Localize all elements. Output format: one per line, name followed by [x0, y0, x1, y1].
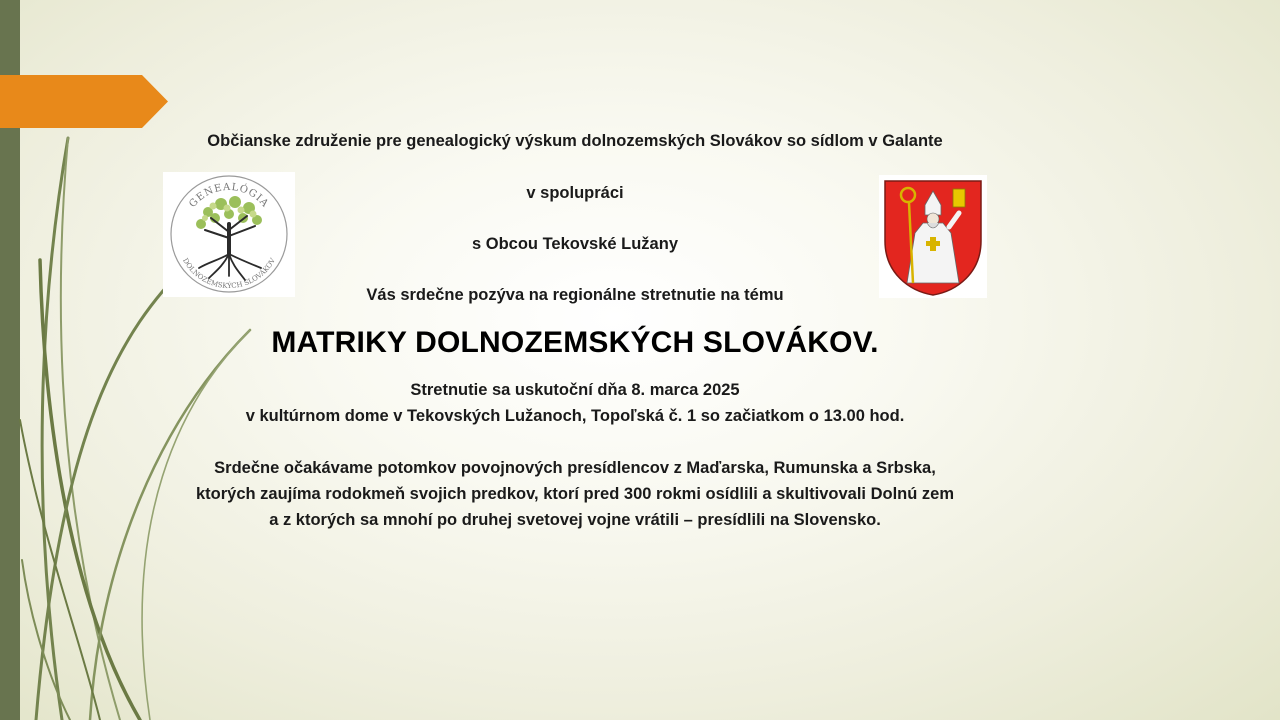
body-line-3: a z ktorých sa mnohí po druhej svetovej vojne vrátili – presídlili na Slovensko. [269, 511, 881, 529]
coat-of-arms [879, 175, 987, 298]
logo-top-text: GENEALÓGIA [187, 181, 271, 210]
orange-accent-tab [0, 75, 168, 128]
date-line: Stretnutie sa uskutoční dňa 8. marca 2025 [410, 381, 740, 399]
tree-icon [163, 172, 295, 297]
organizer-line: Občianske združenie pre genealogický výskum dolnozemských Slovákov so sídlom v Galante [207, 132, 943, 150]
venue-line: v kultúrnom dome v Tekovských Lužanoch, Topoľská č. 1 so začiatkom o 13.00 hod. [245, 407, 905, 425]
genealogy-logo [163, 172, 295, 297]
logo-bottom-text: DOLNOZEMSKÝCH SLOVÁKOV [180, 256, 277, 291]
body-line-2: ktorých zaujíma rodokmeň svojich predkov, ktorí pred 300 rokmi osídlili a skultivovali Dolnú zem [196, 485, 954, 503]
body-line-1: Srdečne očakávame potomkov povojnových presídlencov z Maďarska, Rumunska a Srbska, [214, 459, 936, 477]
partner-line: s Obcou Tekovské Lužany [471, 235, 678, 253]
bishop-coat-of-arms-icon [879, 175, 987, 298]
event-title: MATRIKY DOLNOZEMSKÝCH SLOVÁKOV. [271, 326, 879, 359]
cooperation-line: v spolupráci [526, 184, 624, 202]
invitation-line: Vás srdečne pozýva na regionálne stretnutie na tému [366, 286, 784, 304]
